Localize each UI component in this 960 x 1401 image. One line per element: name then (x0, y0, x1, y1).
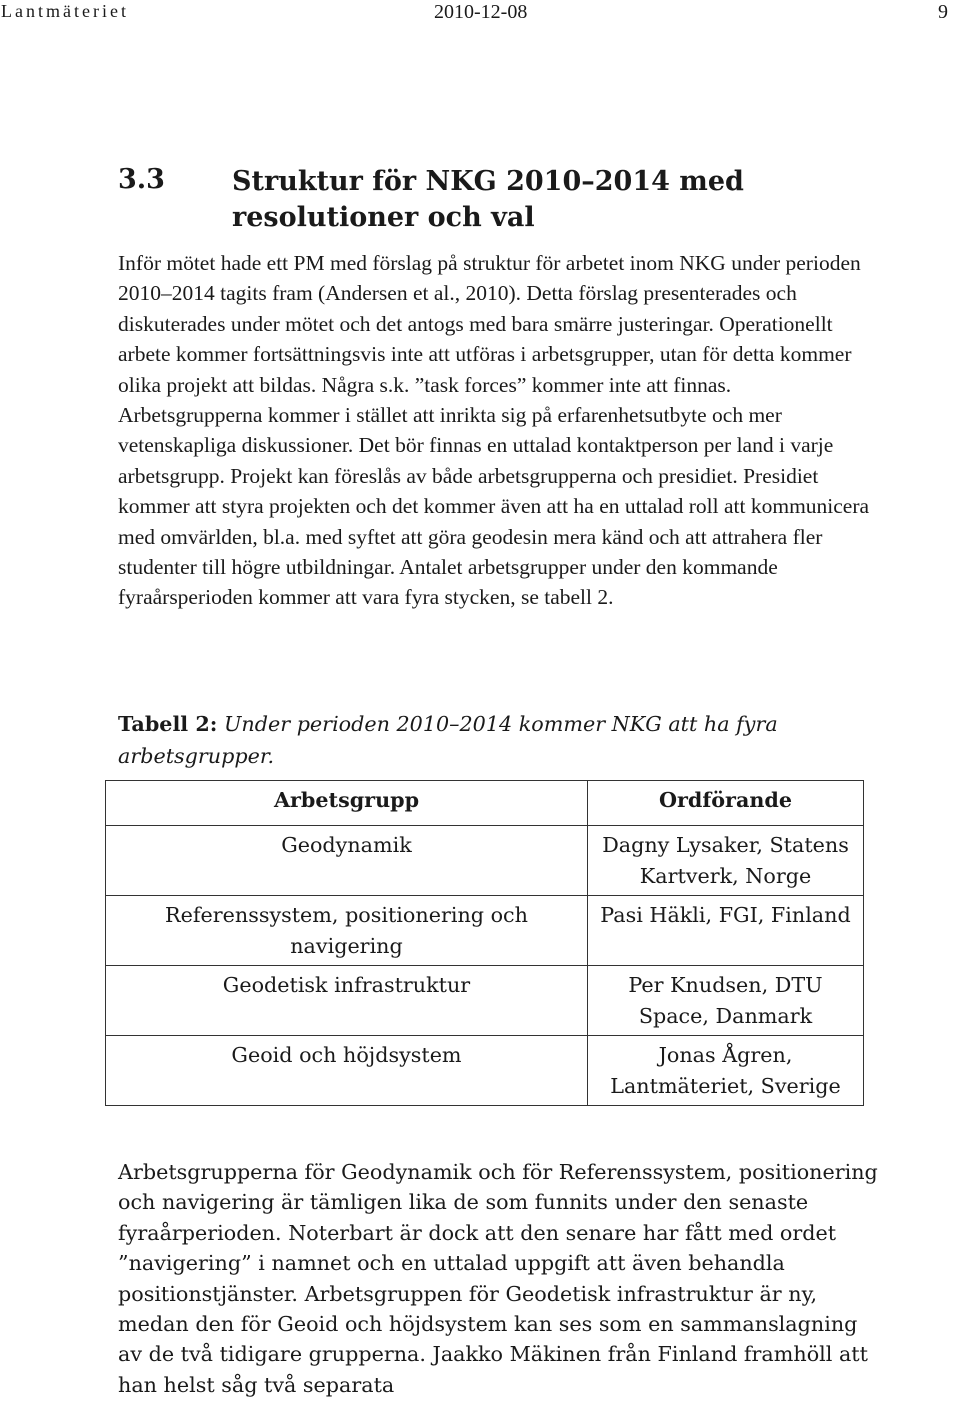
table-header-row (106, 781, 864, 826)
cell-chair: Per Knudsen, DTU Space, Danmark (588, 966, 864, 1036)
table-row (106, 966, 864, 1036)
cell-working-group: Referenssystem, positionering och navigering (106, 896, 588, 966)
page-number: 9 (938, 1, 948, 23)
section-title: Struktur för NKG 2010–2014 med resolutioner och val (232, 166, 744, 233)
table-caption-text: Under perioden 2010–2014 kommer NKG att ha fyra arbetsgrupper. (118, 712, 778, 768)
column-header-chair: Ordförande (588, 781, 864, 826)
table-row (106, 1036, 864, 1106)
header-organization: Lantmäteriet (1, 1, 129, 21)
cell-chair: Dagny Lysaker, Statens Kartverk, Norge (588, 826, 864, 896)
column-header-working-group: Arbetsgrupp (106, 781, 588, 826)
cell-working-group: Geoid och höjdsystem (106, 1036, 588, 1106)
table-caption-label: Tabell 2: (118, 712, 218, 736)
cell-chair: Jonas Ågren, Lantmäteriet, Sverige (588, 1036, 864, 1106)
table-row (106, 826, 864, 896)
body-paragraph-2: Arbetsgrupperna för Geodynamik och för Referenssystem, positionering och navigering är tämligen lika de som funnits under den senaste fyraårperioden. Noterbart är dock att den senare har fått med ordet ”navigering” i namnet och en uttalad uppgift att även behandla positionstjänster. Arbetsgruppen för Geodetisk infrastruktur är ny, medan den för Geoid och höjdsystem kan ses som en sammanslagning av de två tidigare grupperna. Jaakko Mäkinen från Finland framhöll att han helst såg två separata (118, 1160, 878, 1397)
section-number: 3.3 (118, 164, 165, 195)
working-groups-table (105, 780, 864, 1106)
cell-chair: Pasi Häkli, FGI, Finland (588, 896, 864, 966)
table-row (106, 896, 864, 966)
header-date: 2010-12-08 (434, 1, 528, 23)
page-header (0, 0, 960, 30)
table-caption (118, 708, 858, 772)
cell-working-group: Geodynamik (106, 826, 588, 896)
cell-working-group: Geodetisk infrastruktur (106, 966, 588, 1036)
body-paragraph-1: Inför mötet hade ett PM med förslag på struktur för arbetet inom NKG under perioden 2010–2014 tagits fram (Andersen et al., 2010). Detta förslag presenterades och diskuterades under mötet och det antogs med bara smärre justeringar. Operationellt arbete kommer fortsättningsvis inte att utföras i arbetsgrupper, utan för detta kommer olika projekt att bildas. Några s.k. ”task forces” kommer inte att finnas. Arbetsgrupperna kommer i stället att inrikta sig på erfarenhetsutbyte och mer vetenskapliga diskussioner. Det bör finnas en uttalad kontaktperson per land i varje arbetsgrupp. Projekt kan föreslås av både arbetsgrupperna och presidiet. Presidiet kommer att styra projekten och det kommer även att ha en uttalad roll att kommunicera med omvärlden, bl.a. med syftet att göra geodesin mera känd och att attrahera fler studenter till högre utbildningar. Antalet arbetsgrupper under den kommande fyraårsperioden kommer att vara fyra stycken, se tabell 2. (118, 251, 870, 610)
